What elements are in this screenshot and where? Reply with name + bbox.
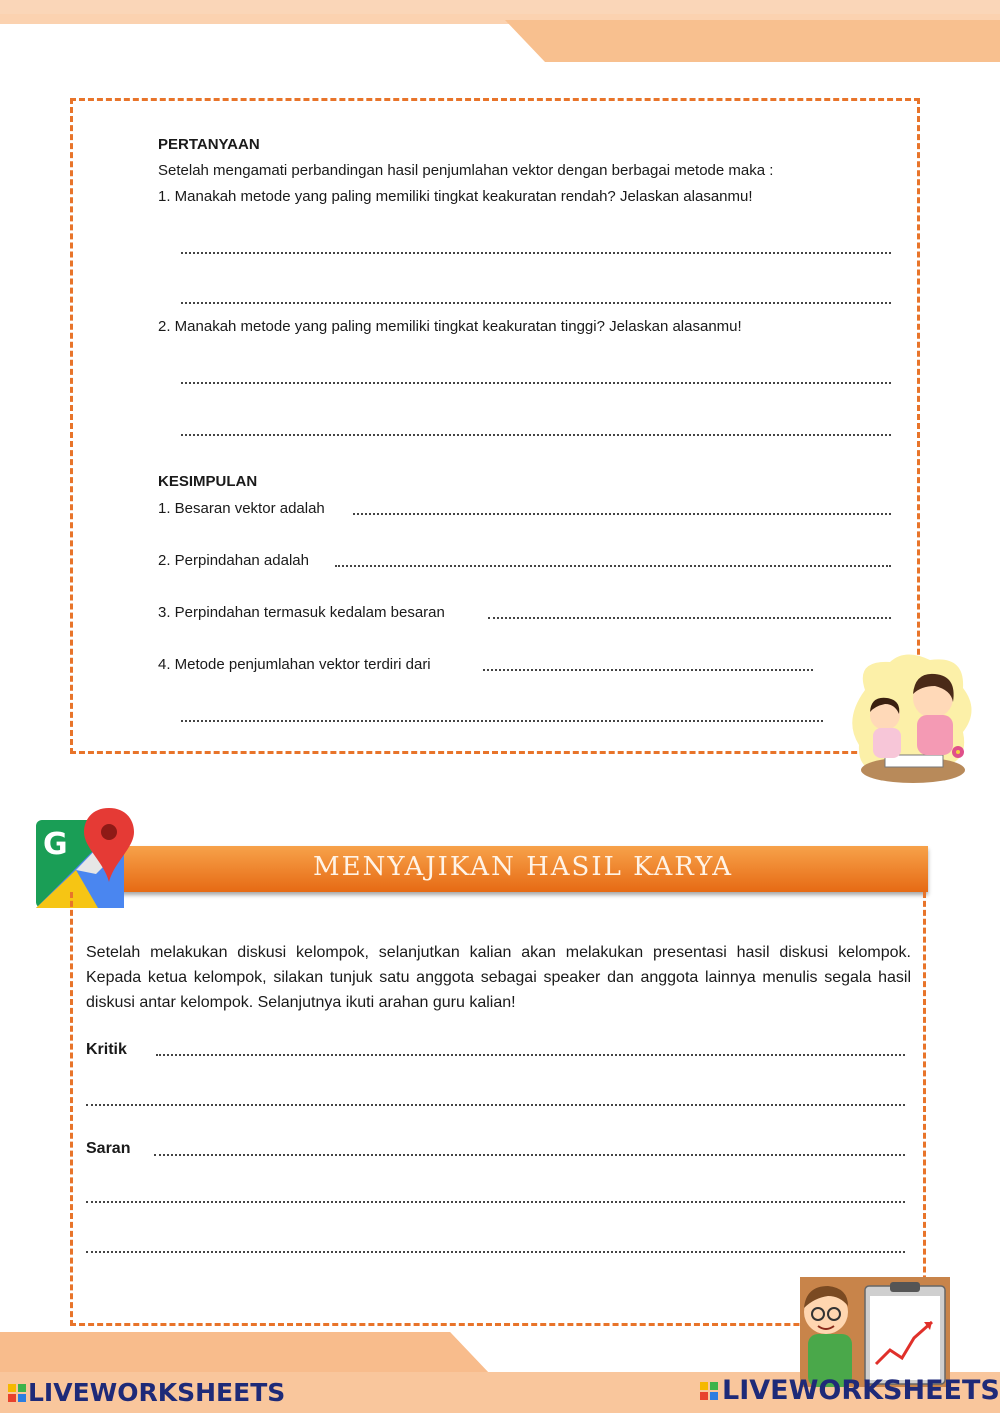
pertanyaan-heading: PERTANYAAN [158, 136, 260, 153]
answer-line-q1-a[interactable] [181, 252, 891, 254]
kesimpulan-item-1: 1. Besaran vektor adalah [158, 500, 325, 517]
kesimpulan-item-3: 3. Perpindahan termasuk kedalam besaran [158, 604, 445, 621]
karya-paragraph: Setelah melakukan diskusi kelompok, selanjutkan kalian akan melakukan presentasi hasil diskusi kelompok. Kepada ketua kelompok, silakan tunjuk satu anggota sebagai speaker dan anggota lainnya menulis segala hasil diskusi antar kelompok. Selanjutnya ikuti arahan guru kalian! [86, 944, 911, 1011]
saran-line-3[interactable] [86, 1251, 905, 1253]
answer-line-k3[interactable] [488, 617, 891, 619]
answer-line-k1[interactable] [353, 513, 891, 515]
header-decoration [0, 0, 1000, 70]
teacher-chart-illustration [790, 1272, 960, 1387]
liveworksheets-logo-icon [700, 1382, 718, 1400]
answer-line-q1-b[interactable] [181, 302, 891, 304]
saran-label: Saran [86, 1140, 131, 1157]
answer-line-q2-b[interactable] [181, 434, 891, 436]
kritik-label: Kritik [86, 1041, 127, 1058]
footer-brand-left: LIVEWORKSHEETS [28, 1378, 286, 1407]
question-2: 2. Manakah metode yang paling memiliki tingkat keakuratan tinggi? Jelaskan alasanmu! [158, 318, 742, 335]
kesimpulan-item-4: 4. Metode penjumlahan vektor terdiri dari [158, 656, 431, 673]
mother-child-reading-illustration [845, 650, 980, 790]
answer-line-k4-a[interactable] [483, 669, 813, 671]
svg-text:G: G [43, 827, 68, 862]
kesimpulan-heading: KESIMPULAN [158, 473, 258, 490]
pertanyaan-intro: Setelah mengamati perbandingan hasil penjumlahan vektor dengan berbagai metode maka : [158, 162, 774, 179]
section-title: MENYAJIKAN HASIL KARYA [312, 852, 734, 882]
answer-line-q2-a[interactable] [181, 382, 891, 384]
kesimpulan-item-2: 2. Perpindahan adalah [158, 552, 309, 569]
footer-brand-right: LIVEWORKSHEETS [722, 1375, 1000, 1406]
kritik-line-1[interactable] [156, 1054, 905, 1056]
kritik-line-2[interactable] [86, 1104, 905, 1106]
liveworksheets-logo-icon [8, 1384, 26, 1402]
saran-line-1[interactable] [154, 1154, 905, 1156]
question-1: 1. Manakah metode yang paling memiliki tingkat keakuratan rendah? Jelaskan alasanmu! [158, 188, 753, 205]
answer-line-k2[interactable] [335, 565, 891, 567]
section-banner [118, 846, 928, 892]
saran-line-2[interactable] [86, 1201, 905, 1203]
answer-line-k4-b[interactable] [181, 720, 823, 722]
